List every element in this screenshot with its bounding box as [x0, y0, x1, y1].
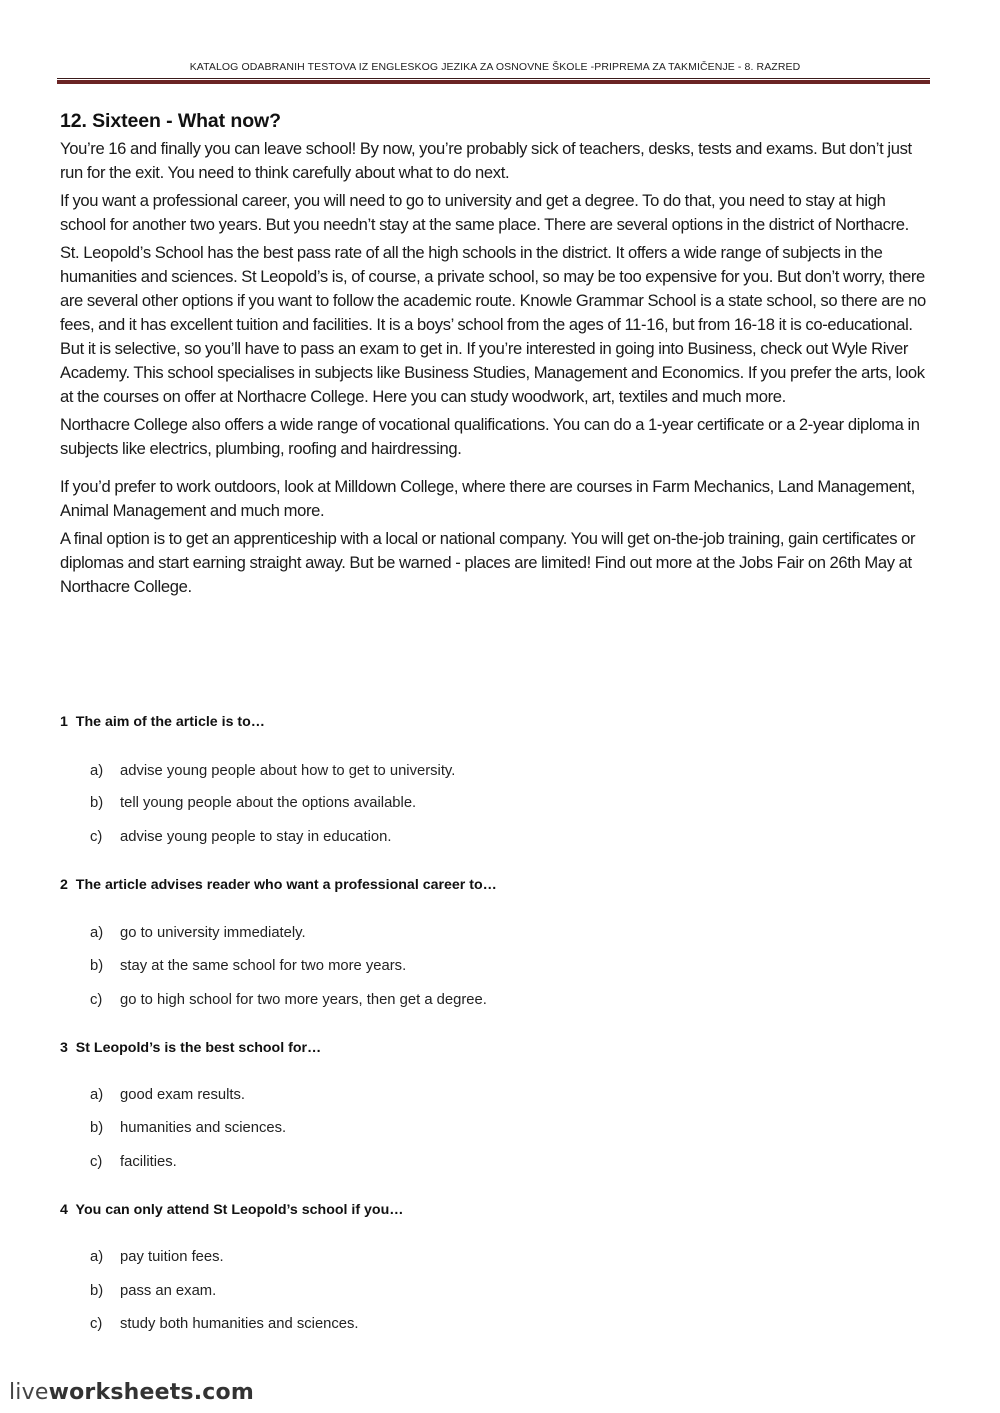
option-letter: b): [90, 1283, 104, 1299]
question-3: [60, 1040, 321, 1056]
option-letter: c): [90, 992, 103, 1008]
article-paragraph: Northacre College also offers a wide range of vocational qualifications. You can do a 1-year certificate or a 2-year diploma in subjects like electrics, plumbing, roofing and hairdressing.: [60, 415, 920, 458]
option-text: advise young people to stay in education.: [120, 829, 392, 845]
option-letter: c): [90, 829, 103, 845]
header-rule: [57, 80, 930, 84]
answer-option[interactable]: [90, 763, 455, 779]
logo-live: live: [9, 1380, 49, 1405]
answer-option[interactable]: [90, 795, 416, 811]
article-paragraph: If you’d prefer to work outdoors, look at Milldown College, where there are courses in Farm Mechanics, Land Management, Animal Management and much more.: [60, 477, 915, 520]
answer-option[interactable]: [90, 1283, 216, 1299]
question-text: St Leopold’s is the best school for…: [75, 1040, 322, 1056]
option-letter: a): [90, 763, 104, 779]
option-text: stay at the same school for two more years.: [120, 958, 407, 974]
option-text: advise young people about how to get to university.: [120, 763, 456, 779]
question-number: 1: [60, 714, 68, 730]
option-text: study both humanities and sciences.: [120, 1316, 359, 1332]
option-text: tell young people about the options available.: [120, 795, 417, 811]
article-paragraph: St. Leopold’s School has the best pass rate of all the high schools in the district. It offers a wide range of subjects in the humanities and sciences. St Leopold’s is, of course, a private school, so may be too expensive for you. But don’t worry, there are several other options if you want to follow the academic route. Knowle Grammar School is a state school, so there are no fees, and it has excellent tuition and facilities. It is a boys’ school from the ages of 11-16, but from 16-18 it is co-educational. But it is selective, so you’ll have to pass an exam to get in. If you’re interested in going into Business, check out Wyle River Academy. This school specialises in subjects like Business Studies, Management and Economics. If you prefer the arts, look at the courses on offer at Northacre College. Here you can study woodwork, art, textiles and much more.: [60, 243, 926, 406]
article-title: 12. Sixteen - What now?: [60, 110, 281, 132]
option-letter: b): [90, 795, 104, 811]
liveworksheets-logo: [9, 1380, 254, 1405]
option-letter: b): [90, 958, 104, 974]
logo-domain: .com: [193, 1380, 254, 1405]
question-2: [60, 877, 497, 893]
option-letter: a): [90, 925, 104, 941]
question-1: [60, 714, 265, 730]
option-text: go to university immediately.: [120, 925, 306, 941]
question-text: You can only attend St Leopold’s school if you…: [75, 1202, 404, 1218]
question-number: 3: [60, 1040, 68, 1056]
answer-option[interactable]: [90, 958, 406, 974]
document-header: KATALOG ODABRANIH TESTOVA IZ ENGLESKOG JEZIKA ZA OSNOVNE ŠKOLE -PRIPREMA ZA TAKMIČENJE - 8. RAZRED: [189, 61, 801, 73]
answer-option[interactable]: [90, 1120, 286, 1136]
option-letter: a): [90, 1249, 104, 1265]
answer-option[interactable]: [90, 1249, 224, 1265]
option-text: humanities and sciences.: [120, 1120, 287, 1136]
option-text: good exam results.: [120, 1087, 246, 1103]
option-letter: c): [90, 1316, 103, 1332]
logo-worksheets: worksheets: [48, 1380, 194, 1405]
answer-option[interactable]: [90, 1316, 359, 1332]
question-text: The aim of the article is to…: [75, 714, 265, 730]
answer-option[interactable]: [90, 992, 487, 1008]
question-4: [60, 1202, 403, 1218]
article-paragraph: You’re 16 and finally you can leave school! By now, you’re probably sick of teachers, desks, tests and exams. But don’t just run for the exit. You need to think carefully about what to do next.: [60, 139, 912, 182]
article-paragraph: If you want a professional career, you will need to go to university and get a degree. To do that, you need to stay at high school for another two years. But you needn’t stay at the same place. There are several options in the district of Northacre.: [60, 191, 909, 234]
article: [60, 110, 930, 603]
header-rule-thin: [57, 78, 930, 79]
option-letter: c): [90, 1154, 103, 1170]
option-letter: b): [90, 1120, 104, 1136]
answer-option[interactable]: [90, 925, 306, 941]
answer-option[interactable]: [90, 1154, 177, 1170]
article-paragraph: A final option is to get an apprenticeship with a local or national company. You will get on-the-job training, gain certificates or diplomas and start earning straight away. But be warned - places are limited! Find out more at the Jobs Fair on 26th May at Northacre College.: [60, 529, 916, 596]
question-text: The article advises reader who want a professional career to…: [75, 877, 497, 893]
option-text: pass an exam.: [120, 1283, 217, 1299]
option-text: facilities.: [120, 1154, 177, 1170]
answer-option[interactable]: [90, 829, 391, 845]
option-text: go to high school for two more years, then get a degree.: [120, 992, 487, 1008]
option-letter: a): [90, 1087, 104, 1103]
question-number: 2: [60, 877, 68, 893]
question-number: 4: [60, 1202, 68, 1218]
option-text: pay tuition fees.: [120, 1249, 224, 1265]
answer-option[interactable]: [90, 1087, 245, 1103]
